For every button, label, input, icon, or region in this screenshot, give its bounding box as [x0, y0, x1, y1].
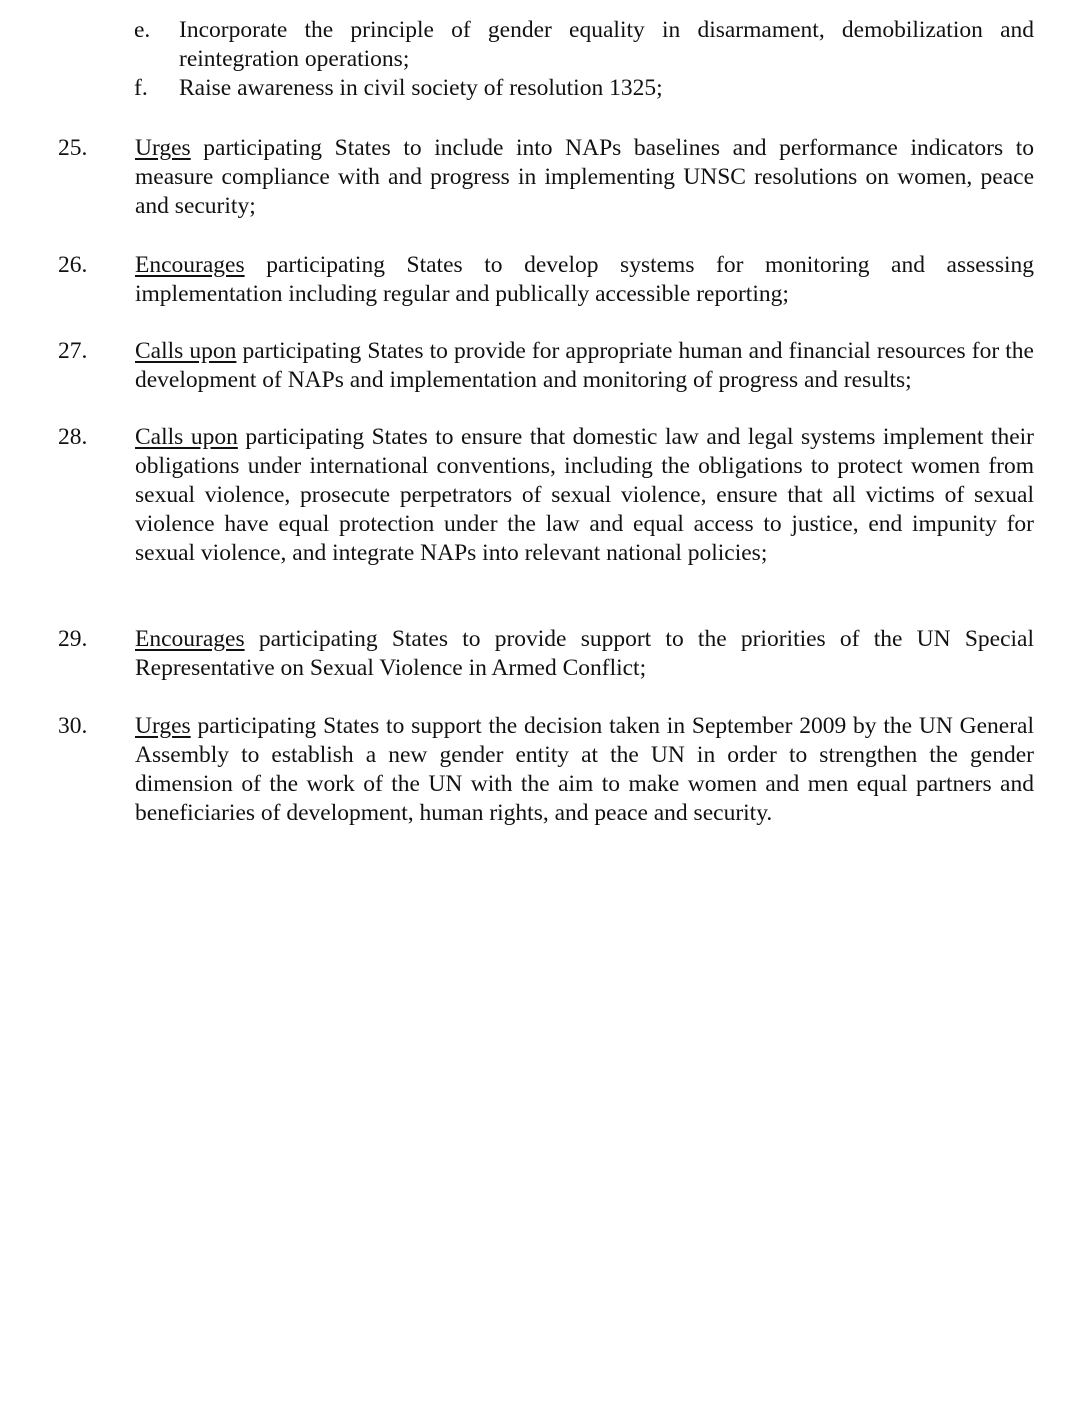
sub-item-text: Incorporate the principle of gender equality in disarmament, demobilization and reintegration operations;	[179, 17, 1034, 72]
paragraph-number: 30.	[58, 713, 88, 739]
paragraph-27	[58, 337, 1034, 395]
operative-verb: Urges	[135, 713, 191, 739]
paragraph-26	[58, 251, 1034, 309]
paragraph-number: 27.	[58, 338, 88, 364]
paragraph-body	[135, 337, 1034, 395]
paragraph-25	[58, 134, 1034, 221]
paragraph-30	[58, 712, 1034, 828]
paragraph-number: 28.	[58, 424, 88, 450]
paragraph-number: 29.	[58, 626, 88, 652]
paragraph-text: participating States to provide support to the priorities of the UN Special Representative on Sexual Violence in Armed Conflict;	[135, 626, 1034, 681]
paragraph-number: 25.	[58, 135, 88, 161]
paragraph-body	[135, 423, 1034, 568]
paragraph-body	[135, 625, 1034, 683]
paragraph-28	[58, 423, 1034, 568]
paragraph-body	[135, 251, 1034, 309]
sub-item-letter: f.	[134, 75, 148, 101]
paragraph-text: participating States to develop systems for monitoring and assessing implementation including regular and publically accessible reporting;	[135, 252, 1034, 307]
operative-verb: Encourages	[135, 252, 245, 278]
operative-verb: Calls upon	[135, 424, 238, 450]
paragraph-29	[58, 625, 1034, 683]
operative-verb: Calls upon	[135, 338, 237, 364]
paragraph-number: 26.	[58, 252, 88, 278]
operative-verb: Urges	[135, 135, 191, 161]
paragraph-text: participating States to support the decision taken in September 2009 by the UN General Assembly to establish a new gender entity at the UN in order to strengthen the gender dimension of the work of the UN with the aim to make women and men equal partners and beneficiaries of development, human rights, and peace and security.	[135, 713, 1034, 826]
paragraph-text: participating States to provide for appropriate human and financial resources for the development of NAPs and implementation and monitoring of progress and results;	[135, 338, 1034, 393]
operative-verb: Encourages	[135, 626, 245, 652]
sub-item-text: Raise awareness in civil society of resolution 1325;	[179, 75, 663, 101]
sub-item-letter: e.	[134, 17, 151, 43]
sub-item-f	[134, 74, 1034, 103]
paragraph-text: participating States to ensure that domestic law and legal systems implement their obligations under international conventions, including the obligations to protect women from sexual violence, prosecute perpetrators of sexual violence, ensure that all victims of sexual violence have equal protection under the law and equal access to justice, end impunity for sexual violence, and integrate NAPs into relevant national policies;	[135, 424, 1034, 566]
paragraph-text: participating States to include into NAPs baselines and performance indicators to measure compliance with and progress in implementing UNSC resolutions on women, peace and security;	[135, 135, 1034, 219]
paragraph-body	[135, 712, 1034, 828]
sub-item-list	[134, 16, 1034, 103]
sub-item-e	[134, 16, 1034, 74]
paragraph-body	[135, 134, 1034, 221]
